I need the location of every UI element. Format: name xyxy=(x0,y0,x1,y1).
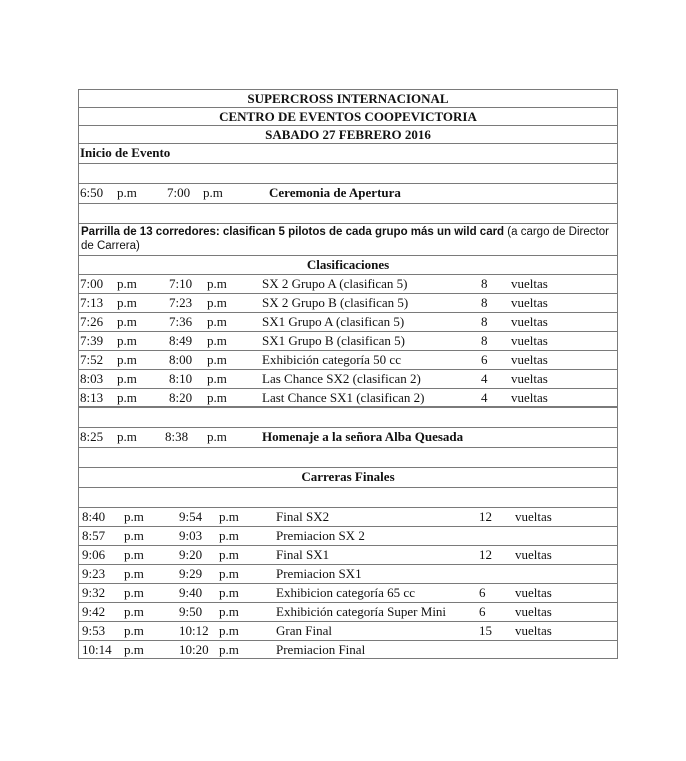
schedule-row xyxy=(79,293,617,312)
end-time: 10:12 xyxy=(179,623,209,638)
inicio-label: Inicio de Evento xyxy=(80,145,171,160)
apertura-name: Ceremonia de Apertura xyxy=(269,185,401,200)
parrilla-row xyxy=(79,223,617,255)
event-title: SUPERCROSS INTERNACIONAL xyxy=(247,91,449,106)
laps-label: vueltas xyxy=(511,333,548,348)
schedule-table xyxy=(78,89,618,659)
end-pm: p.m xyxy=(203,185,223,200)
end-pm: p.m xyxy=(207,276,227,291)
schedule-row xyxy=(79,507,617,526)
homenaje-row xyxy=(79,427,617,447)
end-pm: p.m xyxy=(219,623,239,638)
laps-count: 8 xyxy=(481,276,488,291)
homenaje-name: Homenaje a la señora Alba Quesada xyxy=(262,429,464,444)
schedule-row xyxy=(79,350,617,369)
end-pm: p.m xyxy=(207,371,227,386)
apertura-row xyxy=(79,183,617,203)
end-pm: p.m xyxy=(219,585,239,600)
parrilla-bold-text: Parrilla de 13 corredores: clasifican 5 pilotos de cada grupo más un wild card xyxy=(81,226,505,238)
end-time: 8:49 xyxy=(169,333,193,348)
schedule-row xyxy=(79,274,617,293)
laps-count: 4 xyxy=(481,390,488,405)
finales-title: Carreras Finales xyxy=(301,469,395,484)
event-name: Exhibicion categoría 65 cc xyxy=(276,585,415,600)
start-time: 8:57 xyxy=(82,528,106,543)
end-time: 8:38 xyxy=(165,429,189,444)
start-time: 9:32 xyxy=(82,585,106,600)
schedule-row xyxy=(79,640,617,659)
end-time: 9:29 xyxy=(179,566,203,581)
finales-title-row xyxy=(79,467,617,487)
start-time: 8:40 xyxy=(82,509,106,524)
end-time: 10:20 xyxy=(179,642,209,657)
end-pm: p.m xyxy=(207,390,227,405)
finales-list xyxy=(79,507,617,659)
venue-row xyxy=(79,107,617,125)
end-pm: p.m xyxy=(207,429,227,444)
start-pm: p.m xyxy=(117,333,137,348)
event-name: SX 2 Grupo B (clasifican 5) xyxy=(262,295,409,310)
laps-label: vueltas xyxy=(515,547,552,562)
event-name: Final SX1 xyxy=(276,547,330,562)
laps-count: 6 xyxy=(481,352,488,367)
laps-label: vueltas xyxy=(515,604,552,619)
event-name: Premiacion SX1 xyxy=(276,566,362,581)
laps-count: 8 xyxy=(481,295,488,310)
laps-label: vueltas xyxy=(515,585,552,600)
end-time: 9:03 xyxy=(179,528,203,543)
schedule-row xyxy=(79,621,617,640)
start-time: 7:52 xyxy=(80,352,104,367)
start-time: 8:13 xyxy=(80,390,104,405)
laps-count: 8 xyxy=(481,314,488,329)
laps-label: vueltas xyxy=(515,623,552,638)
start-pm: p.m xyxy=(124,566,144,581)
start-time: 7:39 xyxy=(80,333,104,348)
laps-count: 12 xyxy=(479,509,492,524)
start-time: 7:26 xyxy=(80,314,104,329)
laps-label: vueltas xyxy=(511,314,548,329)
date-row xyxy=(79,125,617,143)
event-date: SABADO 27 FEBRERO 2016 xyxy=(265,127,431,142)
clasificaciones-title: Clasificaciones xyxy=(306,257,390,272)
end-time: 9:40 xyxy=(179,585,203,600)
end-pm: p.m xyxy=(219,604,239,619)
start-time: 7:13 xyxy=(80,295,104,310)
schedule-row xyxy=(79,564,617,583)
blank-row xyxy=(79,407,617,427)
schedule-row xyxy=(79,312,617,331)
start-time: 9:42 xyxy=(82,604,106,619)
start-time: 10:14 xyxy=(82,642,112,657)
event-name: Final SX2 xyxy=(276,509,330,524)
end-time: 9:20 xyxy=(179,547,203,562)
start-pm: p.m xyxy=(124,604,144,619)
laps-label: vueltas xyxy=(515,509,552,524)
start-time: 7:00 xyxy=(80,276,104,291)
event-name: Last Chance SX1 (clasifican 2) xyxy=(262,390,425,405)
clasificaciones-title-row xyxy=(79,255,617,274)
laps-label: vueltas xyxy=(511,276,548,291)
blank-row xyxy=(79,447,617,467)
event-name: Premiacion Final xyxy=(276,642,366,657)
event-name: Las Chance SX2 (clasifican 2) xyxy=(262,371,421,386)
end-time: 9:54 xyxy=(179,509,203,524)
start-pm: p.m xyxy=(124,585,144,600)
end-pm: p.m xyxy=(219,566,239,581)
laps-label: vueltas xyxy=(511,295,548,310)
start-pm: p.m xyxy=(124,509,144,524)
start-time: 8:03 xyxy=(80,371,104,386)
start-pm: p.m xyxy=(117,185,137,200)
start-time: 9:23 xyxy=(82,566,106,581)
end-time: 8:00 xyxy=(169,352,193,367)
laps-count: 6 xyxy=(479,604,486,619)
laps-label: vueltas xyxy=(511,352,548,367)
end-time: 7:23 xyxy=(169,295,193,310)
laps-count: 8 xyxy=(481,333,488,348)
start-time: 9:53 xyxy=(82,623,106,638)
laps-label: vueltas xyxy=(511,390,548,405)
end-time: 7:00 xyxy=(167,185,191,200)
event-name: Exhibición categoría 50 cc xyxy=(262,352,401,367)
start-time: 9:06 xyxy=(82,547,106,562)
schedule-row xyxy=(79,545,617,564)
laps-label: vueltas xyxy=(511,371,548,386)
end-pm: p.m xyxy=(207,295,227,310)
event-venue: CENTRO DE EVENTOS COOPEVICTORIA xyxy=(219,109,477,124)
end-pm: p.m xyxy=(219,528,239,543)
schedule-row xyxy=(79,583,617,602)
start-pm: p.m xyxy=(124,528,144,543)
end-pm: p.m xyxy=(207,314,227,329)
event-name: SX1 Grupo B (clasifican 5) xyxy=(262,333,405,348)
start-pm: p.m xyxy=(117,314,137,329)
end-time: 7:10 xyxy=(169,276,193,291)
start-time: 6:50 xyxy=(80,185,104,200)
start-pm: p.m xyxy=(117,295,137,310)
start-pm: p.m xyxy=(117,371,137,386)
start-pm: p.m xyxy=(124,642,144,657)
end-time: 7:36 xyxy=(169,314,193,329)
title-row xyxy=(79,89,617,107)
inicio-row xyxy=(79,143,617,163)
end-time: 8:20 xyxy=(169,390,193,405)
event-name: Exhibición categoría Super Mini xyxy=(276,604,447,619)
end-pm: p.m xyxy=(207,352,227,367)
start-pm: p.m xyxy=(117,390,137,405)
end-time: 8:10 xyxy=(169,371,193,386)
event-name: SX 2 Grupo A (clasifican 5) xyxy=(262,276,408,291)
end-time: 9:50 xyxy=(179,604,203,619)
start-pm: p.m xyxy=(117,429,137,444)
start-pm: p.m xyxy=(124,623,144,638)
end-pm: p.m xyxy=(207,333,227,348)
event-name: Gran Final xyxy=(276,623,332,638)
end-pm: p.m xyxy=(219,547,239,562)
start-pm: p.m xyxy=(117,352,137,367)
parrilla-note: (a cargo de Director de Carrera) xyxy=(81,226,609,252)
laps-count: 15 xyxy=(479,623,492,638)
blank-row xyxy=(79,163,617,183)
start-pm: p.m xyxy=(117,276,137,291)
clasificaciones-list xyxy=(79,274,617,407)
start-time: 8:25 xyxy=(80,429,104,444)
schedule-row xyxy=(79,388,617,407)
schedule-row xyxy=(79,602,617,621)
laps-count: 4 xyxy=(481,371,488,386)
start-pm: p.m xyxy=(124,547,144,562)
blank-row xyxy=(79,487,617,507)
laps-count: 6 xyxy=(479,585,486,600)
event-name: SX1 Grupo A (clasifican 5) xyxy=(262,314,405,329)
blank-row xyxy=(79,203,617,223)
laps-count: 12 xyxy=(479,547,492,562)
schedule-row xyxy=(79,526,617,545)
schedule-row xyxy=(79,369,617,388)
end-pm: p.m xyxy=(219,509,239,524)
end-pm: p.m xyxy=(219,642,239,657)
schedule-row xyxy=(79,331,617,350)
event-name: Premiacion SX 2 xyxy=(276,528,365,543)
